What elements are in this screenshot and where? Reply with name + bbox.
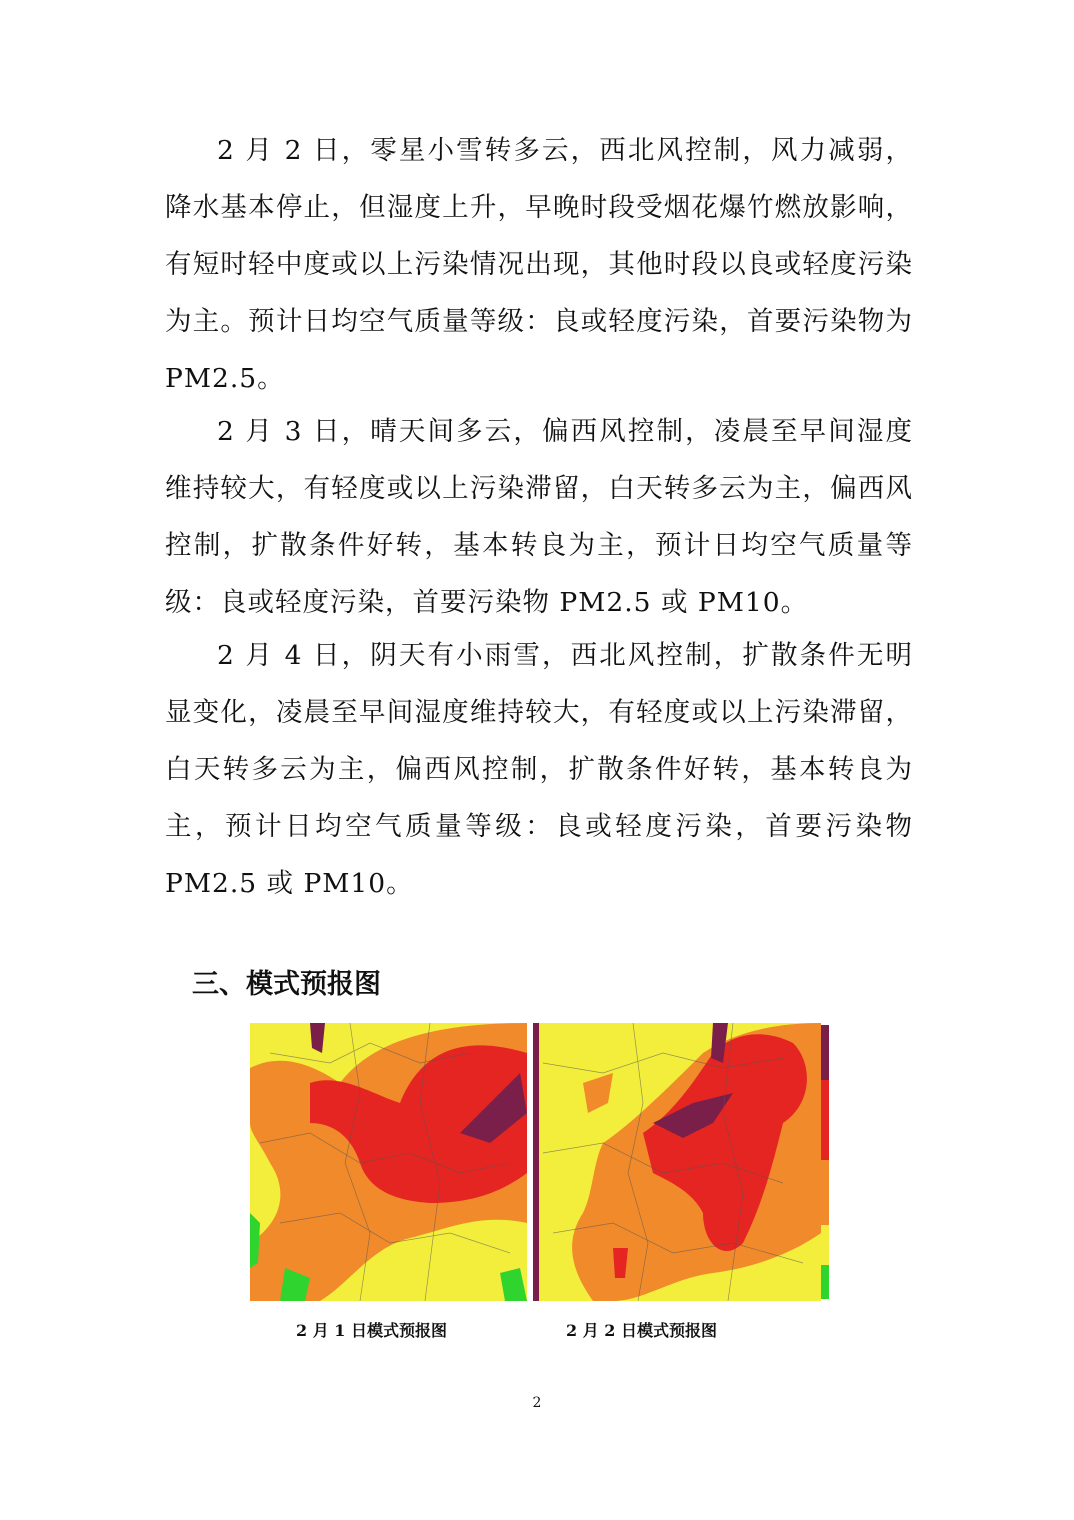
section-heading: 三、模式预报图 xyxy=(192,969,381,1000)
forecast-map-feb-1 xyxy=(250,1023,527,1301)
paragraph-feb-2 xyxy=(165,122,913,407)
forecast-map-feb-2 xyxy=(533,1023,821,1301)
paragraph-feb-4 xyxy=(165,627,913,912)
paragraph-feb-3 xyxy=(165,403,913,631)
page-number: 2 xyxy=(532,1395,542,1411)
colorbar-legend xyxy=(821,1025,829,1299)
figure-caption-feb-2: 2 月 2 日模式预报图 xyxy=(566,1321,717,1340)
paragraph-text: 2 月 2 日，零星小雪转多云，西北风控制，风力减弱，降水基本停止，但湿度上升，早晚时段受烟花爆竹燃放影响，有短时轻中度或以上污染情况出现，其他时段以良或轻度污染为主。预计日均空气质量等级：良或轻度污染，首要污染物为 PM2.5。 xyxy=(165,135,913,394)
paragraph-text: 2 月 4 日，阴天有小雨雪，西北风控制，扩散条件无明显变化，凌晨至早间湿度维持较大，有轻度或以上污染滞留，白天转多云为主，偏西风控制，扩散条件好转，基本转良为主，预计日均空气质量等级：良或轻度污染，首要污染物 PM2.5 或 PM10。 xyxy=(165,640,913,899)
figure-caption-feb-1: 2 月 1 日模式预报图 xyxy=(296,1321,447,1340)
paragraph-text: 2 月 3 日，晴天间多云，偏西风控制，凌晨至早间湿度维持较大，有轻度或以上污染滞留，白天转多云为主，偏西风控制，扩散条件好转，基本转良为主，预计日均空气质量等级：良或轻度污染，首要污染物 PM2.5 或 PM10。 xyxy=(165,416,913,618)
